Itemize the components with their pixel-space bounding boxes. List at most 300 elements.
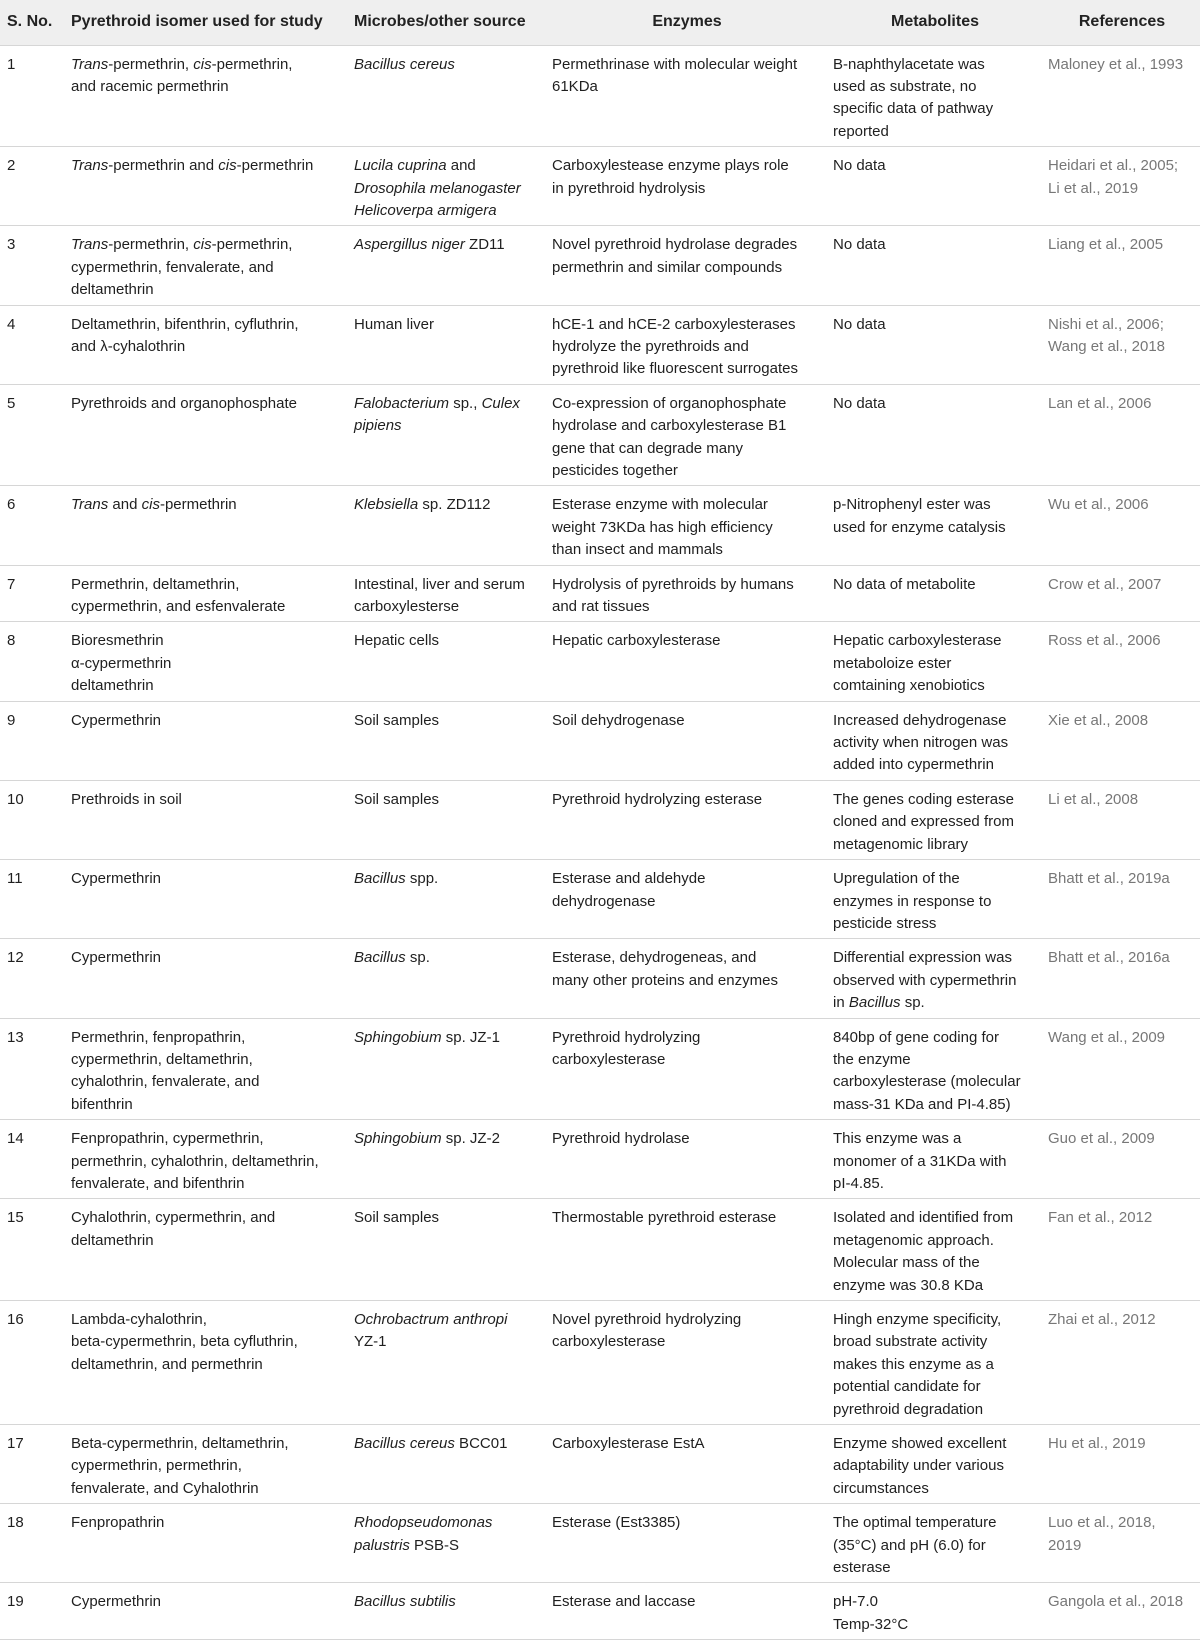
italic-text: Trans <box>71 496 109 514</box>
microbe-line <box>354 1512 541 1534</box>
table-row <box>0 780 1200 859</box>
microbe-line <box>354 415 541 437</box>
table-row <box>0 226 1200 305</box>
text-segment: B-naphthylacetate was <box>833 55 985 73</box>
cell-metabolites <box>826 939 1041 1018</box>
microbe-line <box>354 200 541 222</box>
isomer-line <box>71 54 343 76</box>
metabolites-line <box>833 393 1037 415</box>
text-segment: added into cypermethrin <box>833 756 994 774</box>
metabolites-line <box>833 675 1037 697</box>
text-segment: metagenomic library <box>833 835 969 853</box>
metabolites-line <box>833 1535 1037 1557</box>
isomer-line <box>71 393 343 415</box>
text-segment: hydrolase and carboxylesterase B1 <box>552 417 787 435</box>
cell-metabolites <box>826 780 1041 859</box>
isomer-line <box>71 1512 343 1534</box>
cell-references <box>1041 701 1200 780</box>
cell-metabolites <box>826 45 1041 147</box>
cell-microbe <box>347 1120 545 1199</box>
cell-sno: 14 <box>0 1120 64 1199</box>
italic-text: Drosophila melanogaster <box>354 179 521 197</box>
text-segment: No data <box>833 157 886 175</box>
text-segment: hydrolyze the pyrethroids and <box>552 337 749 355</box>
cell-enzymes <box>545 384 826 486</box>
isomer-line <box>71 336 343 358</box>
text-segment: comtaining xenobiotics <box>833 677 985 695</box>
cell-enzymes <box>545 305 826 384</box>
text-segment: deltamethrin <box>71 677 154 695</box>
metabolites-line <box>833 1455 1037 1477</box>
cell-metabolites <box>826 384 1041 486</box>
italic-text: Trans <box>71 157 109 175</box>
text-segment: Hepatic carboxylesterase <box>833 632 1002 650</box>
cell-sno: 11 <box>0 860 64 939</box>
isomer-line <box>71 1591 343 1613</box>
text-segment: makes this enzyme as a <box>833 1355 994 1373</box>
text-segment: Soil samples <box>354 711 440 729</box>
enzymes-line <box>552 1331 822 1353</box>
text-segment: many other proteins and enzymes <box>552 971 778 989</box>
reference-line: Xie et al., 2008 <box>1048 711 1149 729</box>
cell-microbe <box>347 622 545 701</box>
cell-metabolites <box>826 1425 1041 1504</box>
reference-line: Crow et al., 2007 <box>1048 575 1162 593</box>
cell-microbe <box>347 860 545 939</box>
enzymes-line <box>552 314 822 336</box>
text-segment: cypermethrin, fenvalerate, and <box>71 258 274 276</box>
text-segment: bifenthrin <box>71 1095 133 1113</box>
cell-enzymes <box>545 701 826 780</box>
cell-metabolites <box>826 1583 1041 1640</box>
isomer-line <box>71 1455 343 1477</box>
text-segment: deltamethrin <box>71 281 154 299</box>
text-segment: Differential expression was <box>833 949 1012 967</box>
text-segment: broad substrate activity <box>833 1333 988 1351</box>
text-segment: Permethrin, deltamethrin, <box>71 575 240 593</box>
metabolites-line <box>833 1151 1037 1173</box>
cell-references <box>1041 1425 1200 1504</box>
text-segment: Hepatic cells <box>354 632 440 650</box>
enzymes-line <box>552 1027 822 1049</box>
header-isomer: Pyrethroid isomer used for study <box>64 0 347 45</box>
text-segment: adaptability under various <box>833 1457 1004 1475</box>
enzymes-line <box>552 438 822 460</box>
cell-sno: 6 <box>0 486 64 565</box>
text-segment: Hepatic carboxylesterase <box>552 632 721 650</box>
metabolites-line <box>833 1252 1037 1274</box>
isomer-line <box>71 789 343 811</box>
enzymes-line <box>552 1591 822 1613</box>
cell-metabolites <box>826 1199 1041 1301</box>
text-segment: permethrin, cyhalothrin, deltamethrin, <box>71 1152 319 1170</box>
text-segment: YZ-1 <box>354 1333 387 1351</box>
enzymes-line <box>552 415 822 437</box>
table-row <box>0 1301 1200 1425</box>
cell-isomer <box>64 1120 347 1199</box>
cell-microbe <box>347 1425 545 1504</box>
text-segment: pI-4.85. <box>833 1174 884 1192</box>
cell-metabolites <box>826 1120 1041 1199</box>
text-segment: cypermethrin, and esfenvalerate <box>71 598 286 616</box>
text-segment: deltamethrin <box>71 1231 154 1249</box>
table-row <box>0 384 1200 486</box>
cell-metabolites <box>826 565 1041 622</box>
text-segment: pH-7.0 <box>833 1593 879 1611</box>
isomer-line <box>71 1027 343 1049</box>
cell-enzymes <box>545 486 826 565</box>
isomer-line <box>71 257 343 279</box>
text-segment: Intestinal, liver and serum <box>354 575 525 593</box>
text-segment: and rat tissues <box>552 598 650 616</box>
text-segment: Human liver <box>354 315 435 333</box>
text-segment: PSB-S <box>409 1536 460 1554</box>
table-row <box>0 1583 1200 1640</box>
text-segment: Soil samples <box>354 790 440 808</box>
text-segment: -permethrin <box>236 157 314 175</box>
text-segment: observed with cypermethrin <box>833 971 1017 989</box>
text-segment: Cypermethrin <box>71 711 162 729</box>
cell-sno: 1 <box>0 45 64 147</box>
enzymes-line <box>552 539 822 561</box>
text-segment: No data of metabolite <box>833 575 976 593</box>
text-segment: -permethrin, <box>108 55 194 73</box>
header-metabolites: Metabolites <box>826 0 1041 45</box>
microbe-line <box>354 789 541 811</box>
cell-enzymes <box>545 939 826 1018</box>
cell-sno: 4 <box>0 305 64 384</box>
text-segment: This enzyme was a <box>833 1130 962 1148</box>
isomer-line <box>71 1071 343 1093</box>
text-segment: BCC01 <box>454 1435 508 1453</box>
italic-text: cis <box>218 157 237 175</box>
text-segment: Fenpropathrin, cypermethrin, <box>71 1130 264 1148</box>
metabolites-line <box>833 314 1037 336</box>
reference-line: Wu et al., 2006 <box>1048 496 1149 514</box>
reference-line: Gangola et al., 2018 <box>1048 1593 1184 1611</box>
microbe-line <box>354 314 541 336</box>
cell-enzymes <box>545 1504 826 1583</box>
text-segment: Soil samples <box>354 1209 440 1227</box>
cell-references <box>1041 1504 1200 1583</box>
enzymes-line <box>552 1433 822 1455</box>
cell-metabolites <box>826 701 1041 780</box>
text-segment: carboxylesterase (molecular <box>833 1073 1021 1091</box>
text-segment: fenvalerate, and bifenthrin <box>71 1174 245 1192</box>
text-segment: The optimal temperature <box>833 1514 997 1532</box>
text-segment: -permethrin and <box>108 157 219 175</box>
text-segment: used as substrate, no <box>833 77 977 95</box>
metabolites-line <box>833 1309 1037 1331</box>
cell-references <box>1041 1199 1200 1301</box>
text-segment: and λ-cyhalothrin <box>71 337 186 355</box>
text-segment: the enzyme <box>833 1050 911 1068</box>
metabolites-line <box>833 1331 1037 1353</box>
italic-text: Sphingobium <box>354 1130 442 1148</box>
isomer-line <box>71 1151 343 1173</box>
enzymes-line <box>552 178 822 200</box>
metabolites-line <box>833 98 1037 120</box>
italic-text: Bacillus subtilis <box>354 1593 456 1611</box>
cell-isomer <box>64 1301 347 1425</box>
enzymes-line <box>552 517 822 539</box>
enzymes-line <box>552 358 822 380</box>
reference-line: Li et al., 2008 <box>1048 790 1139 808</box>
isomer-line <box>71 630 343 652</box>
metabolites-line <box>833 517 1037 539</box>
table-row <box>0 147 1200 226</box>
text-segment: Esterase (Est3385) <box>552 1514 681 1532</box>
metabolites-line <box>833 155 1037 177</box>
text-segment: -permethrin, <box>211 236 293 254</box>
text-segment: fenvalerate, and Cyhalothrin <box>71 1479 259 1497</box>
reference-line: Ross et al., 2006 <box>1048 632 1161 650</box>
cell-microbe <box>347 384 545 486</box>
enzymes-line <box>552 970 822 992</box>
reference-line: Liang et al., 2005 <box>1048 236 1164 254</box>
metabolites-line <box>833 494 1037 516</box>
microbe-line <box>354 710 541 732</box>
cell-microbe <box>347 305 545 384</box>
text-segment: Isolated and identified from <box>833 1209 1014 1227</box>
cell-references <box>1041 939 1200 1018</box>
cell-enzymes <box>545 1583 826 1640</box>
cell-enzymes <box>545 565 826 622</box>
cell-sno: 16 <box>0 1301 64 1425</box>
text-segment: Enzyme showed excellent <box>833 1435 1007 1453</box>
text-segment: Permethrin, fenpropathrin, <box>71 1028 246 1046</box>
cell-microbe <box>347 1301 545 1425</box>
isomer-line <box>71 1331 343 1353</box>
text-segment: α-cypermethrin <box>71 654 172 672</box>
text-segment: cloned and expressed from <box>833 813 1014 831</box>
cell-sno: 13 <box>0 1018 64 1120</box>
isomer-line <box>71 494 343 516</box>
microbe-line <box>354 868 541 890</box>
microbe-line <box>354 1027 541 1049</box>
italic-text: Bacillus <box>354 870 406 888</box>
metabolites-line <box>833 1094 1037 1116</box>
italic-text: Rhodopseudomonas <box>354 1514 493 1532</box>
isomer-line <box>71 1433 343 1455</box>
text-segment: cyhalothrin, fenvalerate, and <box>71 1073 260 1091</box>
isomer-line <box>71 1478 343 1500</box>
microbe-line <box>354 1128 541 1150</box>
isomer-line <box>71 1309 343 1331</box>
text-segment: esterase <box>833 1559 891 1577</box>
text-segment: cypermethrin, deltamethrin, <box>71 1050 253 1068</box>
text-segment: Hydrolysis of pyrethroids by humans <box>552 575 794 593</box>
header-microbe: Microbes/other source <box>347 0 545 45</box>
cell-isomer <box>64 622 347 701</box>
microbe-line <box>354 393 541 415</box>
cell-references <box>1041 45 1200 147</box>
italic-text: cis <box>141 496 160 514</box>
enzymes-line <box>552 393 822 415</box>
text-segment: specific data of pathway <box>833 100 994 118</box>
reference-line: Wang et al., 2009 <box>1048 1028 1166 1046</box>
metabolites-line <box>833 121 1037 143</box>
text-segment: pesticide stress <box>833 914 937 932</box>
italic-text: Klebsiella <box>354 496 419 514</box>
table-row <box>0 1199 1200 1301</box>
text-segment: pesticides together <box>552 462 678 479</box>
cell-sno: 8 <box>0 622 64 701</box>
text-segment: sp. <box>405 949 430 967</box>
metabolites-line <box>833 54 1037 76</box>
isomer-line <box>71 1354 343 1376</box>
cell-references <box>1041 486 1200 565</box>
microbe-line <box>354 178 541 200</box>
text-segment: Cyhalothrin, cypermethrin, and <box>71 1209 276 1227</box>
cell-isomer <box>64 701 347 780</box>
text-segment: hCE-1 and hCE-2 carboxylesterases <box>552 315 796 333</box>
cell-enzymes <box>545 622 826 701</box>
text-segment: Fenpropathrin <box>71 1514 165 1532</box>
text-segment: No data <box>833 315 886 333</box>
reference-line: Lan et al., 2006 <box>1048 394 1152 412</box>
cell-enzymes <box>545 780 826 859</box>
metabolites-line <box>833 1207 1037 1229</box>
cell-isomer <box>64 384 347 486</box>
text-segment: Esterase enzyme with molecular <box>552 496 768 514</box>
cell-isomer <box>64 486 347 565</box>
italic-text: Bacillus cereus <box>354 1435 455 1453</box>
cell-enzymes <box>545 1018 826 1120</box>
cell-microbe <box>347 1199 545 1301</box>
table-row <box>0 1120 1200 1199</box>
cell-references <box>1041 384 1200 486</box>
italic-text: Sphingobium <box>354 1028 442 1046</box>
microbe-line <box>354 1309 541 1331</box>
isomer-line <box>71 947 343 969</box>
isomer-line <box>71 574 343 596</box>
metabolites-line <box>833 1173 1037 1195</box>
table-row <box>0 486 1200 565</box>
cell-microbe <box>347 780 545 859</box>
enzymes-line <box>552 868 822 890</box>
microbe-line <box>354 1207 541 1229</box>
cell-isomer <box>64 939 347 1018</box>
italic-text: Bacillus <box>848 994 901 1012</box>
metabolites-line <box>833 1275 1037 1297</box>
enzymes-line <box>552 596 822 618</box>
cell-isomer <box>64 1583 347 1640</box>
text-segment: (35°C) and pH (6.0) for <box>833 1536 986 1554</box>
text-segment: Esterase and laccase <box>552 1593 696 1611</box>
cell-sno: 12 <box>0 939 64 1018</box>
metabolites-line <box>833 789 1037 811</box>
cell-sno: 18 <box>0 1504 64 1583</box>
cell-sno: 9 <box>0 701 64 780</box>
cell-metabolites <box>826 226 1041 305</box>
enzymes-line <box>552 1512 822 1534</box>
text-segment: permethrin and similar compounds <box>552 258 783 276</box>
text-segment: -permethrin <box>159 496 237 514</box>
cell-isomer <box>64 226 347 305</box>
cell-microbe <box>347 1018 545 1120</box>
cell-microbe <box>347 1504 545 1583</box>
cell-references <box>1041 1301 1200 1425</box>
text-segment: and <box>446 157 476 175</box>
text-segment: Carboxylestease enzyme plays role <box>552 157 789 175</box>
text-segment: ZD11 <box>464 236 505 254</box>
metabolites-line <box>833 891 1037 913</box>
enzymes-line <box>552 460 822 482</box>
cell-enzymes <box>545 226 826 305</box>
cell-isomer <box>64 1018 347 1120</box>
text-segment: Hingh enzyme specificity, <box>833 1311 1002 1328</box>
microbe-line <box>354 1591 541 1613</box>
text-segment: Thermostable pyrethroid esterase <box>552 1209 777 1227</box>
table-row <box>0 622 1200 701</box>
cell-enzymes <box>545 45 826 147</box>
header-sno: S. No. <box>0 0 64 45</box>
microbe-line <box>354 54 541 76</box>
text-segment: carboxylesterse <box>354 598 460 616</box>
text-segment: Carboxylesterase EstA <box>552 1435 705 1453</box>
cell-references <box>1041 1120 1200 1199</box>
reference-line: Wang et al., 2018 <box>1048 337 1166 355</box>
isomer-line <box>71 710 343 732</box>
text-segment: sp. JZ-2 <box>441 1130 500 1148</box>
isomer-line <box>71 653 343 675</box>
text-segment: Cypermethrin <box>71 949 162 967</box>
cell-isomer <box>64 565 347 622</box>
text-segment: dehydrogenase <box>552 892 656 910</box>
microbe-line <box>354 155 541 177</box>
italic-text: Aspergillus niger <box>354 236 465 254</box>
cell-metabolites <box>826 305 1041 384</box>
microbe-line <box>354 574 541 596</box>
metabolites-line <box>833 76 1037 98</box>
cell-isomer <box>64 1425 347 1504</box>
text-segment: carboxylesterase <box>552 1050 666 1068</box>
text-segment: monomer of a 31KDa with <box>833 1152 1007 1170</box>
text-segment: The genes coding esterase <box>833 790 1014 808</box>
cell-enzymes <box>545 147 826 226</box>
cell-references <box>1041 780 1200 859</box>
isomer-line <box>71 314 343 336</box>
isomer-line <box>71 234 343 256</box>
cell-references <box>1041 226 1200 305</box>
text-segment: mass-31 KDa and PI-4.85) <box>833 1095 1011 1113</box>
italic-text: Lucila cuprina <box>354 157 447 175</box>
cell-sno: 3 <box>0 226 64 305</box>
text-segment: cypermethrin, permethrin, <box>71 1457 242 1475</box>
reference-line: Guo et al., 2009 <box>1048 1130 1155 1148</box>
microbe-line <box>354 494 541 516</box>
enzymes-line <box>552 54 822 76</box>
text-segment: activity when nitrogen was <box>833 734 1009 752</box>
cell-metabolites <box>826 860 1041 939</box>
metabolites-line <box>833 1557 1037 1579</box>
text-segment: Prethroids in soil <box>71 790 182 808</box>
italic-text: Helicoverpa armigera <box>354 201 497 219</box>
text-segment: -permethrin, <box>211 55 293 73</box>
cell-metabolites <box>826 486 1041 565</box>
cell-enzymes <box>545 1425 826 1504</box>
table-row <box>0 1425 1200 1504</box>
text-segment: Pyrethroid hydrolase <box>552 1130 690 1148</box>
isomer-line <box>71 1230 343 1252</box>
text-segment: Increased dehydrogenase <box>833 711 1007 729</box>
text-segment: Temp-32°C <box>833 1615 909 1633</box>
header-references: References <box>1041 0 1200 45</box>
text-segment: metagenomic approach. <box>833 1231 994 1249</box>
metabolites-line <box>833 1128 1037 1150</box>
cell-metabolites <box>826 147 1041 226</box>
